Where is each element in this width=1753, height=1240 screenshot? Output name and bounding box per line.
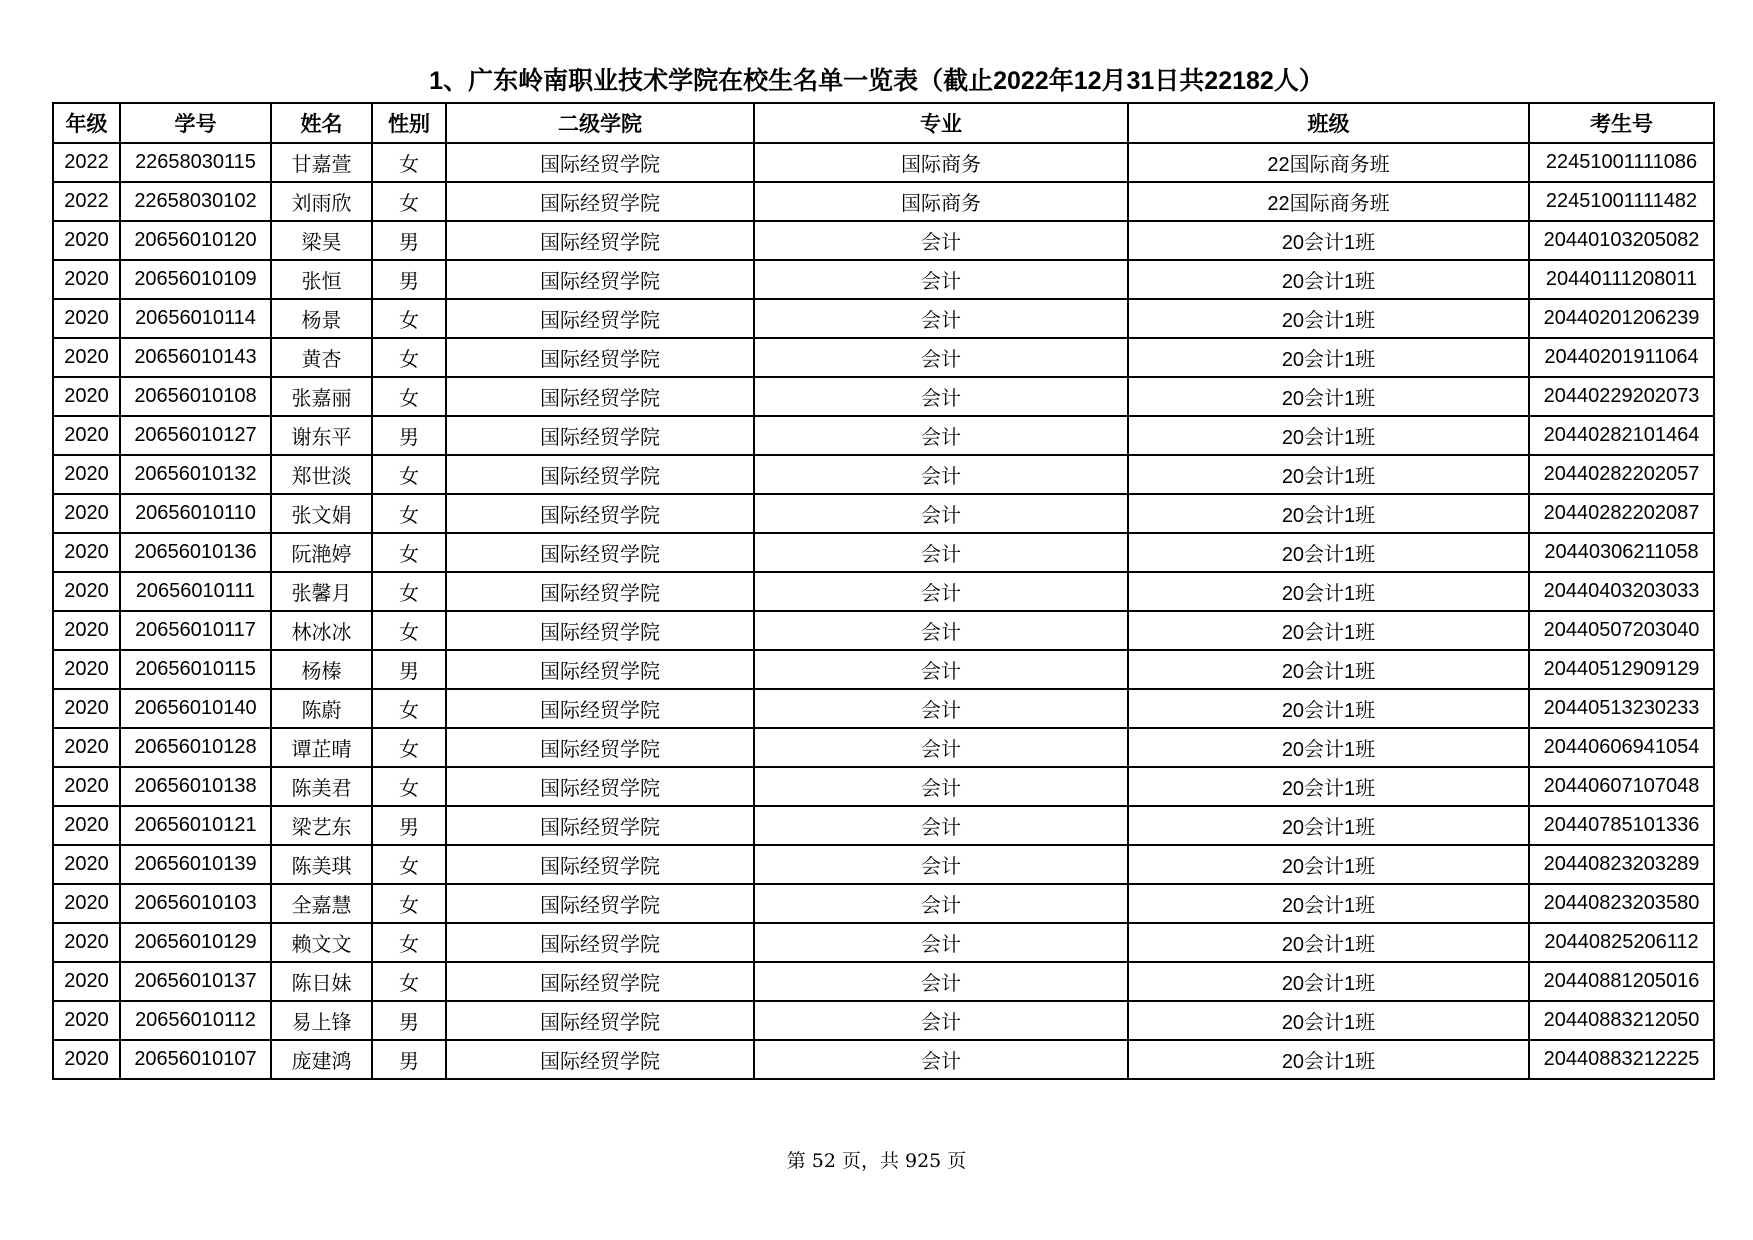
cell-gender: 男 xyxy=(372,260,446,299)
cell-major: 会计 xyxy=(754,728,1128,767)
cell-gender: 女 xyxy=(372,143,446,182)
cell-grade: 2020 xyxy=(53,494,120,533)
cell-exam-number: 20440403203033 xyxy=(1529,572,1714,611)
cell-class: 20会计1班 xyxy=(1128,1001,1529,1040)
cell-exam-number: 20440507203040 xyxy=(1529,611,1714,650)
table-row xyxy=(53,728,1714,767)
cell-name: 张嘉丽 xyxy=(271,377,372,416)
cell-exam-number: 20440512909129 xyxy=(1529,650,1714,689)
table-row xyxy=(53,377,1714,416)
cell-class: 20会计1班 xyxy=(1128,494,1529,533)
cell-exam-number: 20440881205016 xyxy=(1529,962,1714,1001)
cell-major: 会计 xyxy=(754,299,1128,338)
cell-gender: 女 xyxy=(372,572,446,611)
cell-name: 庞建鸿 xyxy=(271,1040,372,1079)
cell-exam-number: 20440201206239 xyxy=(1529,299,1714,338)
cell-gender: 女 xyxy=(372,845,446,884)
cell-name: 杨景 xyxy=(271,299,372,338)
cell-grade: 2020 xyxy=(53,299,120,338)
cell-exam-number: 20440883212225 xyxy=(1529,1040,1714,1079)
cell-gender: 女 xyxy=(372,728,446,767)
cell-grade: 2020 xyxy=(53,260,120,299)
cell-gender: 女 xyxy=(372,182,446,221)
cell-college: 国际经贸学院 xyxy=(446,221,754,260)
cell-name: 张恒 xyxy=(271,260,372,299)
cell-college: 国际经贸学院 xyxy=(446,533,754,572)
cell-grade: 2020 xyxy=(53,923,120,962)
cell-name: 梁艺东 xyxy=(271,806,372,845)
cell-grade: 2020 xyxy=(53,572,120,611)
cell-college: 国际经贸学院 xyxy=(446,338,754,377)
cell-gender: 女 xyxy=(372,884,446,923)
cell-class: 20会计1班 xyxy=(1128,221,1529,260)
cell-college: 国际经贸学院 xyxy=(446,494,754,533)
cell-exam-number: 20440823203580 xyxy=(1529,884,1714,923)
cell-name: 赖文文 xyxy=(271,923,372,962)
cell-student-id: 20656010138 xyxy=(120,767,271,806)
table-row xyxy=(53,923,1714,962)
cell-student-id: 22658030115 xyxy=(120,143,271,182)
cell-student-id: 20656010103 xyxy=(120,884,271,923)
cell-exam-number: 20440606941054 xyxy=(1529,728,1714,767)
table-row xyxy=(53,494,1714,533)
cell-name: 陈美琪 xyxy=(271,845,372,884)
cell-major: 会计 xyxy=(754,845,1128,884)
cell-major: 会计 xyxy=(754,650,1128,689)
cell-name: 张文娟 xyxy=(271,494,372,533)
cell-name: 林冰冰 xyxy=(271,611,372,650)
table-row xyxy=(53,338,1714,377)
cell-class: 20会计1班 xyxy=(1128,884,1529,923)
cell-class: 20会计1班 xyxy=(1128,845,1529,884)
cell-college: 国际经贸学院 xyxy=(446,1001,754,1040)
table-row xyxy=(53,689,1714,728)
cell-college: 国际经贸学院 xyxy=(446,572,754,611)
cell-name: 张馨月 xyxy=(271,572,372,611)
cell-name: 易上锋 xyxy=(271,1001,372,1040)
cell-class: 20会计1班 xyxy=(1128,299,1529,338)
cell-major: 国际商务 xyxy=(754,182,1128,221)
cell-exam-number: 20440229202073 xyxy=(1529,377,1714,416)
cell-class: 20会计1班 xyxy=(1128,572,1529,611)
cell-exam-number: 20440282202057 xyxy=(1529,455,1714,494)
cell-major: 会计 xyxy=(754,1040,1128,1079)
table-row xyxy=(53,416,1714,455)
cell-exam-number: 20440111208011 xyxy=(1529,260,1714,299)
cell-major: 会计 xyxy=(754,611,1128,650)
cell-college: 国际经贸学院 xyxy=(446,1040,754,1079)
cell-name: 陈美君 xyxy=(271,767,372,806)
table-row xyxy=(53,572,1714,611)
cell-gender: 女 xyxy=(372,767,446,806)
cell-name: 谭芷晴 xyxy=(271,728,372,767)
header-college: 二级学院 xyxy=(446,103,754,143)
table-row xyxy=(53,299,1714,338)
cell-exam-number: 20440306211058 xyxy=(1529,533,1714,572)
cell-name: 陈蔚 xyxy=(271,689,372,728)
cell-college: 国际经贸学院 xyxy=(446,962,754,1001)
table-row xyxy=(53,1040,1714,1079)
cell-exam-number: 20440883212050 xyxy=(1529,1001,1714,1040)
cell-college: 国际经贸学院 xyxy=(446,845,754,884)
table-body xyxy=(53,143,1714,1079)
cell-name: 陈日妹 xyxy=(271,962,372,1001)
cell-major: 会计 xyxy=(754,455,1128,494)
header-student-id: 学号 xyxy=(120,103,271,143)
cell-gender: 男 xyxy=(372,650,446,689)
cell-grade: 2020 xyxy=(53,338,120,377)
cell-major: 会计 xyxy=(754,260,1128,299)
page-footer: 第 52 页，共 925 页 xyxy=(786,1150,967,1172)
cell-grade: 2020 xyxy=(53,455,120,494)
cell-class: 20会计1班 xyxy=(1128,962,1529,1001)
cell-student-id: 20656010128 xyxy=(120,728,271,767)
cell-major: 会计 xyxy=(754,923,1128,962)
cell-college: 国际经贸学院 xyxy=(446,728,754,767)
cell-exam-number: 20440201911064 xyxy=(1529,338,1714,377)
table-row xyxy=(53,884,1714,923)
cell-grade: 2020 xyxy=(53,650,120,689)
cell-major: 会计 xyxy=(754,572,1128,611)
cell-grade: 2020 xyxy=(53,806,120,845)
cell-exam-number: 20440513230233 xyxy=(1529,689,1714,728)
cell-college: 国际经贸学院 xyxy=(446,143,754,182)
cell-class: 20会计1班 xyxy=(1128,650,1529,689)
cell-class: 20会计1班 xyxy=(1128,260,1529,299)
cell-student-id: 20656010120 xyxy=(120,221,271,260)
table-row xyxy=(53,845,1714,884)
cell-name: 黄杏 xyxy=(271,338,372,377)
cell-class: 20会计1班 xyxy=(1128,728,1529,767)
table-row xyxy=(53,650,1714,689)
table-row xyxy=(53,182,1714,221)
cell-gender: 女 xyxy=(372,611,446,650)
cell-gender: 女 xyxy=(372,338,446,377)
cell-college: 国际经贸学院 xyxy=(446,416,754,455)
cell-major: 国际商务 xyxy=(754,143,1128,182)
header-class: 班级 xyxy=(1128,103,1529,143)
cell-college: 国际经贸学院 xyxy=(446,767,754,806)
cell-grade: 2020 xyxy=(53,377,120,416)
cell-gender: 男 xyxy=(372,221,446,260)
cell-major: 会计 xyxy=(754,884,1128,923)
cell-student-id: 20656010132 xyxy=(120,455,271,494)
cell-gender: 女 xyxy=(372,533,446,572)
cell-exam-number: 20440103205082 xyxy=(1529,221,1714,260)
cell-exam-number: 20440823203289 xyxy=(1529,845,1714,884)
cell-major: 会计 xyxy=(754,494,1128,533)
cell-college: 国际经贸学院 xyxy=(446,611,754,650)
cell-name: 刘雨欣 xyxy=(271,182,372,221)
cell-student-id: 20656010107 xyxy=(120,1040,271,1079)
cell-student-id: 20656010115 xyxy=(120,650,271,689)
cell-gender: 女 xyxy=(372,299,446,338)
table-row xyxy=(53,260,1714,299)
cell-student-id: 20656010109 xyxy=(120,260,271,299)
cell-major: 会计 xyxy=(754,416,1128,455)
cell-grade: 2020 xyxy=(53,845,120,884)
cell-gender: 男 xyxy=(372,806,446,845)
cell-college: 国际经贸学院 xyxy=(446,923,754,962)
cell-student-id: 20656010121 xyxy=(120,806,271,845)
cell-gender: 男 xyxy=(372,1040,446,1079)
cell-gender: 男 xyxy=(372,1001,446,1040)
cell-major: 会计 xyxy=(754,338,1128,377)
cell-gender: 女 xyxy=(372,689,446,728)
header-major: 专业 xyxy=(754,103,1128,143)
table-row xyxy=(53,767,1714,806)
table-header xyxy=(53,103,1714,143)
cell-name: 杨榛 xyxy=(271,650,372,689)
cell-college: 国际经贸学院 xyxy=(446,455,754,494)
cell-grade: 2020 xyxy=(53,1001,120,1040)
table-row xyxy=(53,455,1714,494)
header-gender: 性别 xyxy=(372,103,446,143)
cell-exam-number: 20440282101464 xyxy=(1529,416,1714,455)
cell-grade: 2020 xyxy=(53,533,120,572)
cell-gender: 女 xyxy=(372,923,446,962)
header-grade: 年级 xyxy=(53,103,120,143)
cell-class: 22国际商务班 xyxy=(1128,182,1529,221)
cell-class: 20会计1班 xyxy=(1128,377,1529,416)
cell-name: 郑世淡 xyxy=(271,455,372,494)
cell-student-id: 20656010112 xyxy=(120,1001,271,1040)
cell-student-id: 20656010140 xyxy=(120,689,271,728)
cell-grade: 2020 xyxy=(53,884,120,923)
table-row xyxy=(53,221,1714,260)
cell-exam-number: 22451001111086 xyxy=(1529,143,1714,182)
cell-student-id: 20656010111 xyxy=(120,572,271,611)
table-row xyxy=(53,533,1714,572)
header-row xyxy=(53,103,1714,143)
cell-grade: 2020 xyxy=(53,962,120,1001)
cell-class: 20会计1班 xyxy=(1128,611,1529,650)
cell-class: 20会计1班 xyxy=(1128,533,1529,572)
cell-student-id: 20656010139 xyxy=(120,845,271,884)
cell-college: 国际经贸学院 xyxy=(446,806,754,845)
cell-student-id: 20656010127 xyxy=(120,416,271,455)
cell-class: 20会计1班 xyxy=(1128,416,1529,455)
student-roster-table xyxy=(52,102,1715,1080)
cell-major: 会计 xyxy=(754,806,1128,845)
table-row xyxy=(53,611,1714,650)
cell-name: 谢东平 xyxy=(271,416,372,455)
header-name: 姓名 xyxy=(271,103,372,143)
cell-name: 梁昊 xyxy=(271,221,372,260)
cell-student-id: 20656010143 xyxy=(120,338,271,377)
header-exam-number: 考生号 xyxy=(1529,103,1714,143)
table-row xyxy=(53,1001,1714,1040)
cell-class: 20会计1班 xyxy=(1128,923,1529,962)
cell-gender: 女 xyxy=(372,962,446,1001)
cell-exam-number: 20440607107048 xyxy=(1529,767,1714,806)
cell-major: 会计 xyxy=(754,689,1128,728)
cell-grade: 2020 xyxy=(53,728,120,767)
cell-student-id: 20656010136 xyxy=(120,533,271,572)
cell-class: 20会计1班 xyxy=(1128,338,1529,377)
cell-college: 国际经贸学院 xyxy=(446,260,754,299)
cell-major: 会计 xyxy=(754,1001,1128,1040)
cell-grade: 2020 xyxy=(53,221,120,260)
cell-major: 会计 xyxy=(754,533,1128,572)
cell-grade: 2020 xyxy=(53,689,120,728)
cell-gender: 女 xyxy=(372,494,446,533)
table-row xyxy=(53,806,1714,845)
cell-grade: 2022 xyxy=(53,143,120,182)
cell-grade: 2020 xyxy=(53,767,120,806)
cell-grade: 2022 xyxy=(53,182,120,221)
cell-college: 国际经贸学院 xyxy=(446,377,754,416)
cell-exam-number: 20440825206112 xyxy=(1529,923,1714,962)
cell-grade: 2020 xyxy=(53,1040,120,1079)
cell-exam-number: 20440282202087 xyxy=(1529,494,1714,533)
cell-college: 国际经贸学院 xyxy=(446,299,754,338)
cell-student-id: 20656010137 xyxy=(120,962,271,1001)
cell-gender: 男 xyxy=(372,416,446,455)
cell-student-id: 20656010117 xyxy=(120,611,271,650)
cell-gender: 女 xyxy=(372,377,446,416)
page-title: 1、广东岭南职业技术学院在校生名单一览表（截止2022年12月31日共22182人） xyxy=(429,67,1324,95)
cell-name: 阮滟婷 xyxy=(271,533,372,572)
cell-class: 20会计1班 xyxy=(1128,767,1529,806)
cell-college: 国际经贸学院 xyxy=(446,182,754,221)
cell-college: 国际经贸学院 xyxy=(446,689,754,728)
cell-grade: 2020 xyxy=(53,611,120,650)
cell-major: 会计 xyxy=(754,221,1128,260)
cell-class: 20会计1班 xyxy=(1128,689,1529,728)
cell-major: 会计 xyxy=(754,962,1128,1001)
cell-student-id: 20656010129 xyxy=(120,923,271,962)
cell-class: 22国际商务班 xyxy=(1128,143,1529,182)
cell-college: 国际经贸学院 xyxy=(446,884,754,923)
cell-class: 20会计1班 xyxy=(1128,806,1529,845)
cell-grade: 2020 xyxy=(53,416,120,455)
cell-name: 甘嘉萱 xyxy=(271,143,372,182)
table-row xyxy=(53,962,1714,1001)
cell-student-id: 20656010110 xyxy=(120,494,271,533)
cell-student-id: 20656010108 xyxy=(120,377,271,416)
table-row xyxy=(53,143,1714,182)
cell-exam-number: 20440785101336 xyxy=(1529,806,1714,845)
cell-major: 会计 xyxy=(754,377,1128,416)
cell-exam-number: 22451001111482 xyxy=(1529,182,1714,221)
cell-class: 20会计1班 xyxy=(1128,1040,1529,1079)
cell-class: 20会计1班 xyxy=(1128,455,1529,494)
cell-major: 会计 xyxy=(754,767,1128,806)
cell-student-id: 20656010114 xyxy=(120,299,271,338)
cell-gender: 女 xyxy=(372,455,446,494)
cell-name: 全嘉慧 xyxy=(271,884,372,923)
cell-student-id: 22658030102 xyxy=(120,182,271,221)
cell-college: 国际经贸学院 xyxy=(446,650,754,689)
